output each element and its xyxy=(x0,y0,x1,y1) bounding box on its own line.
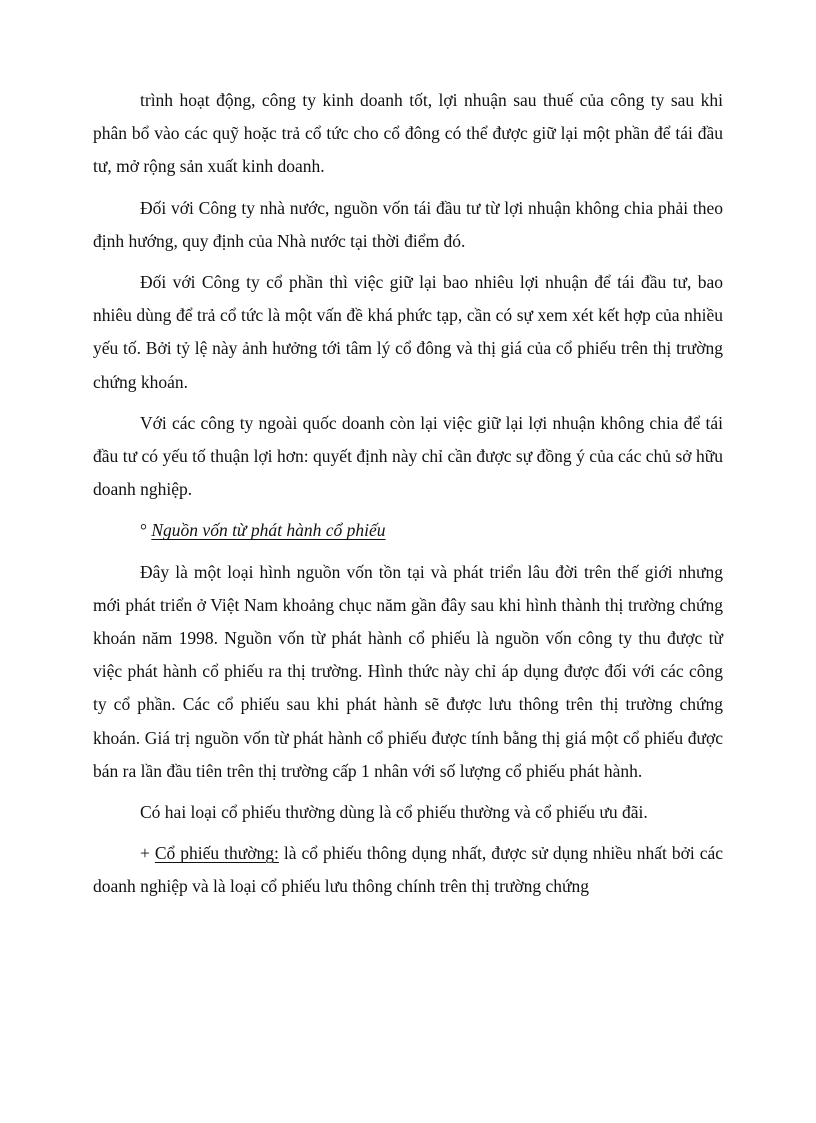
paragraph-joint-stock-company: Đối với Công ty cổ phần thì việc giữ lại bao nhiêu lợi nhuận để tái đầu tư, bao nhiêu dùng để trả cổ tức là một vấn đề khá phức tạp, cần có sự xem xét kết hợp của nhiều yếu tố. Bởi tỷ lệ này ảnh hưởng tới tâm lý cổ đông và thị giá của cổ phiếu trên thị trường chứng khoán. xyxy=(93,272,723,392)
section-heading xyxy=(93,514,723,547)
term-common-shares: Cổ phiếu thường: xyxy=(154,843,279,864)
paragraph-share-issuance: Đây là một loại hình nguồn vốn tồn tại và phát triển lâu đời trên thế giới nhưng mới phát triển ở Việt Nam khoảng chục năm gần đây sau khi hình thành thị trường chứng khoán năm 1998. Nguồn vốn từ phát hành cổ phiếu là nguồn vốn công ty thu được từ việc phát hành cổ phiếu ra thị trường. Hình thức này chỉ áp dụng được đối với các công ty cổ phần. Các cổ phiếu sau khi phát hành sẽ được lưu thông trên thị trường chứng khoán. Giá trị nguồn vốn từ phát hành cổ phiếu được tính bằng thị giá một cổ phiếu được bán ra lần đầu tiên trên thị trường cấp 1 nhân với số lượng cổ phiếu phát hành. xyxy=(93,561,723,781)
bullet-degree-icon: ° xyxy=(140,520,147,541)
paragraph-retained-earnings-continued: trình hoạt động, công ty kinh doanh tốt, lợi nhuận sau thuế của công ty sau khi phân bổ vào các quỹ hoặc trả cổ tức cho cổ đông có thể được giữ lại một phần để tái đầu tư, mở rộng sản xuất kinh doanh. xyxy=(93,90,723,177)
paragraph-two-share-types: Có hai loại cổ phiếu thường dùng là cổ phiếu thường và cổ phiếu ưu đãi. xyxy=(140,802,648,823)
paragraph-common-shares xyxy=(93,837,723,903)
section-heading-text: Nguồn vốn từ phát hành cổ phiếu xyxy=(151,520,386,541)
document-body xyxy=(93,84,723,912)
paragraph-state-company: Đối với Công ty nhà nước, nguồn vốn tái đầu tư từ lợi nhuận không chia phải theo định hướng, quy định của Nhà nước tại thời điểm đó. xyxy=(93,197,723,251)
common-shares-description: là cổ phiếu thông dụng nhất, được sử dụng nhiều nhất bởi các doanh nghiệp và là loại cổ phiếu lưu thông chính trên thị trường chứng xyxy=(93,843,723,897)
list-prefix: + xyxy=(140,843,155,864)
paragraph-non-state-company: Với các công ty ngoài quốc doanh còn lại việc giữ lại lợi nhuận không chia để tái đầu tư có yếu tố thuận lợi hơn: quyết định này chỉ cần được sự đồng ý của các chủ sở hữu doanh nghiệp. xyxy=(93,412,723,500)
